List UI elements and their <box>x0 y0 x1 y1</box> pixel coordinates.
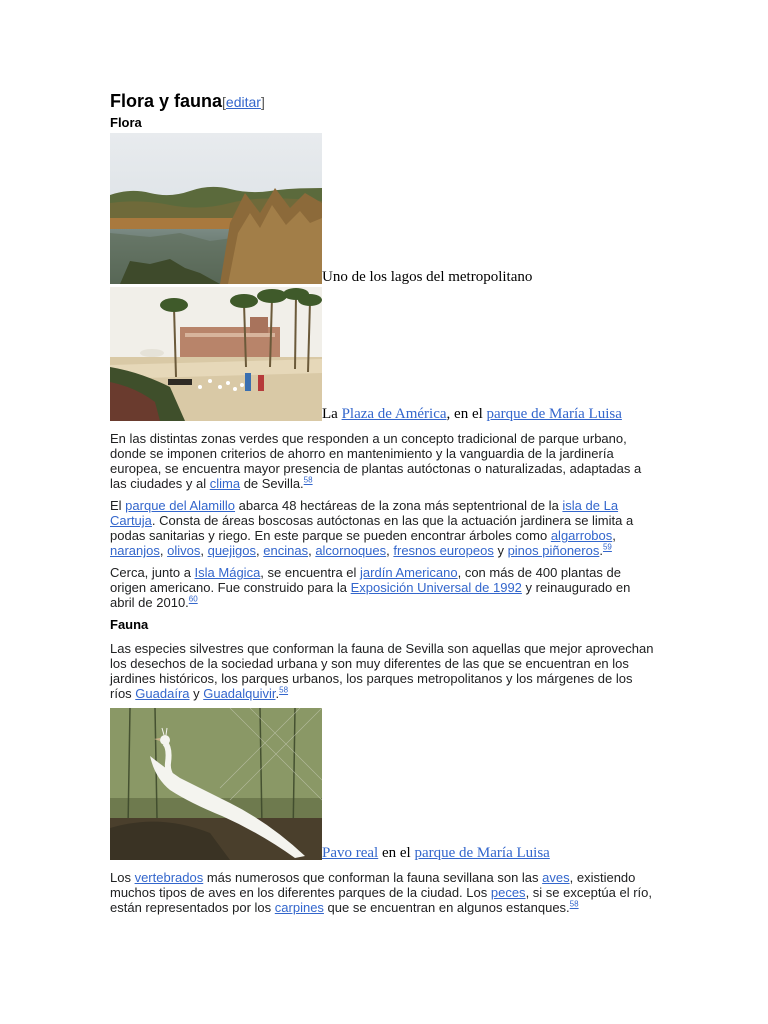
paragraph: Los vertebrados más numerosos que conforman la fauna sevillana son las aves, existiendo muchos tipos de aves en los diferentes parques de la ciudad. Los peces, si se exceptúa el río, están representados por los carpines que se encuentran en algunos estanques.$^{58}$ <box>110 870 653 915</box>
section-title: Flora y fauna <box>110 91 223 111</box>
clima-link[interactable]: clima <box>209 476 241 491</box>
vertebrados-link[interactable]: vertebrados <box>134 870 204 885</box>
reference-link[interactable]: 58 <box>279 685 289 695</box>
paragraph: Cerca, junto a Isla Mágica, se encuentra el jardín Americano, con más de 400 plantas de origen americano. Fue construido para la Exposición Universal de 1992 y reinaugurado en abril de 2010.60 <box>110 565 631 610</box>
paragraph: El parque del Alamillo abarca 48 hectáreas de la zona más septentrional de la isla de La Cartuja. Consta de áreas boscosas autóctonas en las que la actuación jardinera se limita a podas sanitarias y riego. En este parque se pueden encontrar árboles como algarrobos, naranjos, olivos, quejigos, encinas, alcornoques, fresnos europeos y pinos piñoneros.$^{59}$ <box>110 498 634 558</box>
aves-link[interactable]: aves <box>542 870 570 885</box>
paragraph: Las especies silvestres que conforman la fauna de Sevilla son aquellas que mejor aprovechan los desechos de la sociedad urbana y son muy diferentes de las que se encuentran en los jardines históricos, los parques urbanos, los parques metropolitanos y los márgenes de los ríos Guadaíra y Guadalquivir.$^{58}$ <box>110 641 654 701</box>
pavo-real-link[interactable]: Pavo real <box>322 845 379 861</box>
carpines-link[interactable]: carpines <box>274 900 324 915</box>
alamillo-link[interactable]: parque del Alamillo <box>125 498 236 513</box>
reference-link[interactable]: 58 <box>303 475 313 485</box>
reference-link[interactable]: 58 <box>569 899 579 909</box>
edit-link[interactable]: editar <box>225 94 261 110</box>
peces-link[interactable]: peces <box>490 885 526 900</box>
figure-caption: La Plaza de América, en el parque de María Luisa <box>322 406 622 422</box>
figure-caption: Pavo real en el parque de María Luisa <box>322 845 550 861</box>
paragraph: En las distintas zonas verdes que responden a un concepto tradicional de parque urbano, donde se imponen criterios de ahorro en mantenimiento y la vanguardia de la jardinería europea, se encuentra mayor presencia de plantas autóctonas o naturalizadas, adaptadas a las ciudades y al clima de Sevilla.$^{58}$ <box>110 431 642 491</box>
edit-section: [editar] <box>222 94 265 110</box>
fauna-heading: Fauna <box>110 617 149 632</box>
fresnos-link[interactable]: fresnos europeos <box>393 543 494 558</box>
parque-maria-luisa-link[interactable]: parque de María Luisa <box>486 406 622 422</box>
article-section <box>110 90 655 922</box>
section-heading <box>110 90 655 113</box>
encinas-link[interactable]: encinas <box>263 543 309 558</box>
figure-lake <box>110 133 655 284</box>
reference-link[interactable]: 59 <box>602 542 612 552</box>
guadalquivir-link[interactable]: Guadalquivir <box>203 686 276 701</box>
pinos-link[interactable]: pinos piñoneros <box>507 543 600 558</box>
quejigos-link[interactable]: quejigos <box>207 543 257 558</box>
figure-caption: Uno de los lagos del metropolitano <box>322 269 533 285</box>
algarrobos-link[interactable]: algarrobos <box>550 528 613 543</box>
figure-peacock <box>110 708 655 860</box>
figure-plaza <box>110 287 655 421</box>
expo-1992-link[interactable]: Exposición Universal de 1992 <box>350 580 522 595</box>
jardin-americano-link[interactable]: jardín Americano <box>360 565 458 580</box>
plaza-america-link[interactable]: Plaza de América <box>341 406 447 422</box>
alcornoques-link[interactable]: alcornoques <box>315 543 387 558</box>
cartuja-link[interactable]: isla de La Cartuja <box>110 498 619 528</box>
reference-link[interactable]: 60 <box>188 594 198 604</box>
peacock-image[interactable] <box>110 708 322 860</box>
lake-image[interactable] <box>110 133 322 284</box>
isla-magica-link[interactable]: Isla Mágica <box>194 565 261 580</box>
guadaira-link[interactable]: Guadaíra <box>135 686 190 701</box>
parque-maria-luisa-link[interactable]: parque de María Luisa <box>414 845 550 861</box>
olivos-link[interactable]: olivos <box>167 543 201 558</box>
flora-heading: Flora <box>110 115 142 130</box>
plaza-image[interactable] <box>110 287 322 421</box>
naranjos-link[interactable]: naranjos <box>110 543 160 558</box>
